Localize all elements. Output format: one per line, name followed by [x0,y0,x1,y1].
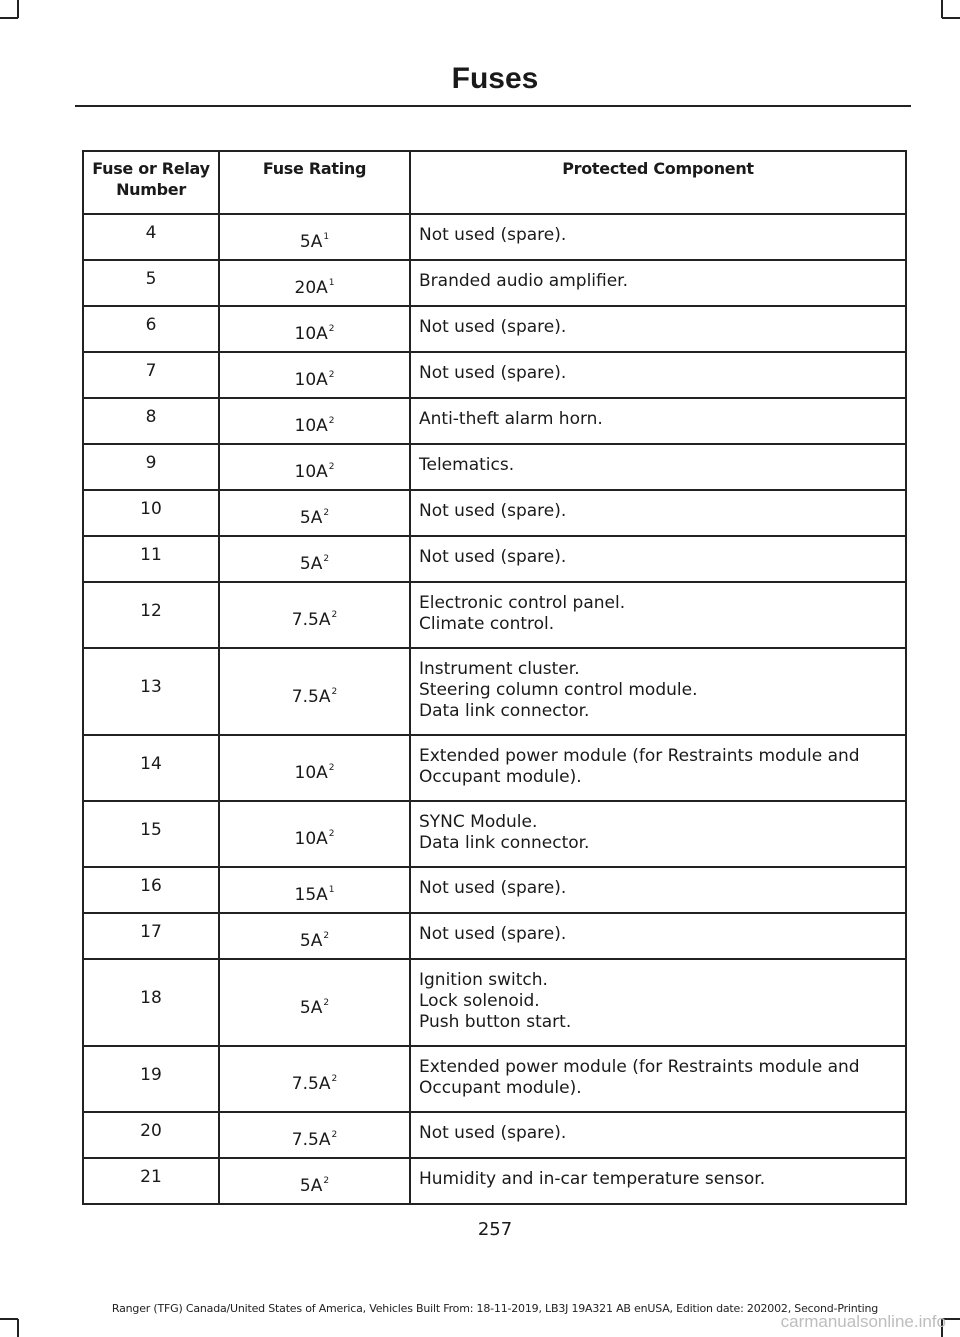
footnote-marker: 2 [323,1176,330,1186]
component-line: Not used (spare). [419,363,567,383]
component-line: Not used (spare). [419,1123,567,1143]
table-row [83,582,906,648]
fuse-rating-value: 15A [294,885,328,905]
component-line: Steering column control module. [419,680,698,700]
protected-component-cell [410,306,906,352]
fuse-rating-cell [219,735,410,801]
table-row [83,913,906,959]
fuse-number-cell: 18 [83,959,219,1046]
component-line: Not used (spare). [419,878,567,898]
fuse-number-cell: 8 [83,398,219,444]
component-line: Push button start. [419,1012,572,1032]
fuse-rating-cell [219,867,410,913]
table-row [83,260,906,306]
component-line: Data link connector. [419,833,590,853]
fuse-number-cell: 7 [83,352,219,398]
footnote-marker: 2 [323,508,330,518]
fuse-rating-value: 5A [299,508,323,528]
fuse-rating-value: 5A [299,554,323,574]
component-line: Not used (spare). [419,317,567,337]
table-row [83,648,906,735]
fuse-number-cell: 13 [83,648,219,735]
header-fuse-rating: Fuse Rating [219,151,410,214]
table-row [83,735,906,801]
protected-component-cell [410,260,906,306]
fuse-rating-value: 5A [299,1176,323,1196]
fuse-rating-value: 5A [299,931,323,951]
fuse-table-body [83,214,906,1204]
protected-component-cell [410,536,906,582]
fuse-rating-cell [219,398,410,444]
footnote-marker: 1 [323,232,330,242]
footnote-marker: 2 [331,1130,338,1140]
fuse-number-cell: 21 [83,1158,219,1204]
fuse-number-cell: 9 [83,444,219,490]
header-fuse-number: Fuse or Relay Number [83,151,219,214]
component-line: Branded audio amplifier. [419,271,629,291]
fuse-rating-value: 20A [294,278,328,298]
header-protected-component: Protected Component [410,151,906,214]
fuse-rating-cell [219,959,410,1046]
table-row [83,801,906,867]
fuse-rating-value: 7.5A [291,1074,331,1094]
table-row [83,444,906,490]
protected-component-cell [410,444,906,490]
fuse-rating-value: 10A [294,416,328,436]
crop-mark [942,17,960,19]
fuse-rating-cell [219,444,410,490]
footnote-marker: 2 [323,554,330,564]
table-row [83,490,906,536]
table-row [83,306,906,352]
fuse-number-cell: 14 [83,735,219,801]
component-line: Not used (spare). [419,225,567,245]
component-line: Not used (spare). [419,924,567,944]
fuse-number-cell: 4 [83,214,219,260]
fuse-rating-value: 5A [299,232,323,252]
fuse-rating-value: 5A [299,997,323,1018]
fuse-rating-cell [219,1112,410,1158]
crop-mark [17,0,19,18]
fuse-rating-cell [219,490,410,536]
protected-component-cell [410,648,906,735]
fuse-rating-cell [219,352,410,398]
table-row [83,214,906,260]
protected-component-cell [410,582,906,648]
protected-component-cell [410,735,906,801]
footnote-marker: 1 [328,885,335,895]
fuse-number-cell: 5 [83,260,219,306]
table-row [83,1046,906,1112]
footnote-marker: 2 [328,324,335,334]
fuse-number-cell: 12 [83,582,219,648]
fuse-number-cell: 17 [83,913,219,959]
component-line: Electronic control panel. [419,593,626,613]
fuse-number-cell: 15 [83,801,219,867]
fuse-rating-value: 7.5A [291,686,331,707]
footnote-marker: 2 [328,416,335,426]
fuse-rating-value: 7.5A [291,610,331,630]
component-line: Humidity and in-car temperature sensor. [419,1169,766,1189]
table-row [83,1112,906,1158]
page-title: Fuses [451,62,539,95]
component-line: Ignition switch. [419,970,548,990]
crop-mark [941,0,943,18]
page-number: 257 [477,1219,513,1240]
footnote-marker: 2 [331,610,338,620]
fuse-rating-cell [219,306,410,352]
protected-component-cell [410,913,906,959]
footnote-marker: 2 [328,829,335,839]
crop-mark [0,17,18,19]
footnote-marker: 2 [328,763,335,773]
component-line: Anti-theft alarm horn. [419,409,603,429]
protected-component-cell [410,398,906,444]
fuse-rating-cell [219,913,410,959]
fuse-rating-cell [219,648,410,735]
fuse-number-cell: 6 [83,306,219,352]
table-header-row [83,151,906,214]
fuse-rating-value: 10A [294,370,328,390]
table-row [83,536,906,582]
protected-component-cell [410,490,906,536]
table-row [83,352,906,398]
component-line: Data link connector. [419,701,590,721]
footnote-marker: 2 [331,686,338,697]
component-line: Telematics. [419,455,515,475]
fuse-rating-value: 10A [294,829,328,849]
component-line: Lock solenoid. [419,991,540,1011]
fuse-number-cell: 19 [83,1046,219,1112]
fuse-number-cell: 16 [83,867,219,913]
component-line: Instrument cluster. [419,659,580,679]
footnote-marker: 2 [328,370,335,380]
footnote-marker: 2 [328,462,335,472]
crop-mark [0,1318,18,1320]
footnote-marker: 2 [323,997,330,1008]
protected-component-cell [410,959,906,1046]
protected-component-cell [410,1112,906,1158]
protected-component-cell [410,1158,906,1204]
table-row [83,867,906,913]
fuse-rating-value: 10A [294,324,328,344]
fuse-rating-cell [219,1046,410,1112]
component-line: Not used (spare). [419,547,567,567]
protected-component-cell [410,352,906,398]
header-rule [75,105,911,107]
fuse-number-cell: 11 [83,536,219,582]
fuse-rating-value: 10A [294,763,328,783]
fuse-rating-cell [219,1158,410,1204]
component-line: Extended power module (for Restraints module and Occupant module). [419,746,860,787]
table-row [83,398,906,444]
fuse-rating-cell [219,582,410,648]
fuse-rating-cell [219,536,410,582]
table-row [83,1158,906,1204]
fuse-rating-value: 10A [294,462,328,482]
protected-component-cell [410,1046,906,1112]
protected-component-cell [410,801,906,867]
protected-component-cell [410,214,906,260]
component-line: Climate control. [419,614,555,634]
table-row [83,959,906,1046]
fuse-table [82,150,907,1205]
watermark: carmanualsonline.info [780,1312,946,1331]
component-line: SYNC Module. [419,812,538,832]
fuse-rating-value: 7.5A [291,1130,331,1150]
protected-component-cell [410,867,906,913]
footnote-marker: 2 [331,1074,338,1084]
component-line: Not used (spare). [419,501,567,521]
component-line: Extended power module (for Restraints module and Occupant module). [419,1057,860,1098]
fuse-rating-cell [219,801,410,867]
crop-mark [17,1319,19,1337]
fuse-number-cell: 10 [83,490,219,536]
fuse-rating-cell [219,260,410,306]
page-footer: Ranger (TFG) Canada/United States of America, Vehicles Built From: 18-11-2019, LB3J 19A321 AB enUSA, Edition date: 202002, Second-Printing [111,1302,879,1315]
footnote-marker: 1 [328,278,335,288]
footnote-marker: 2 [323,931,330,941]
fuse-number-cell: 20 [83,1112,219,1158]
fuse-rating-cell [219,214,410,260]
